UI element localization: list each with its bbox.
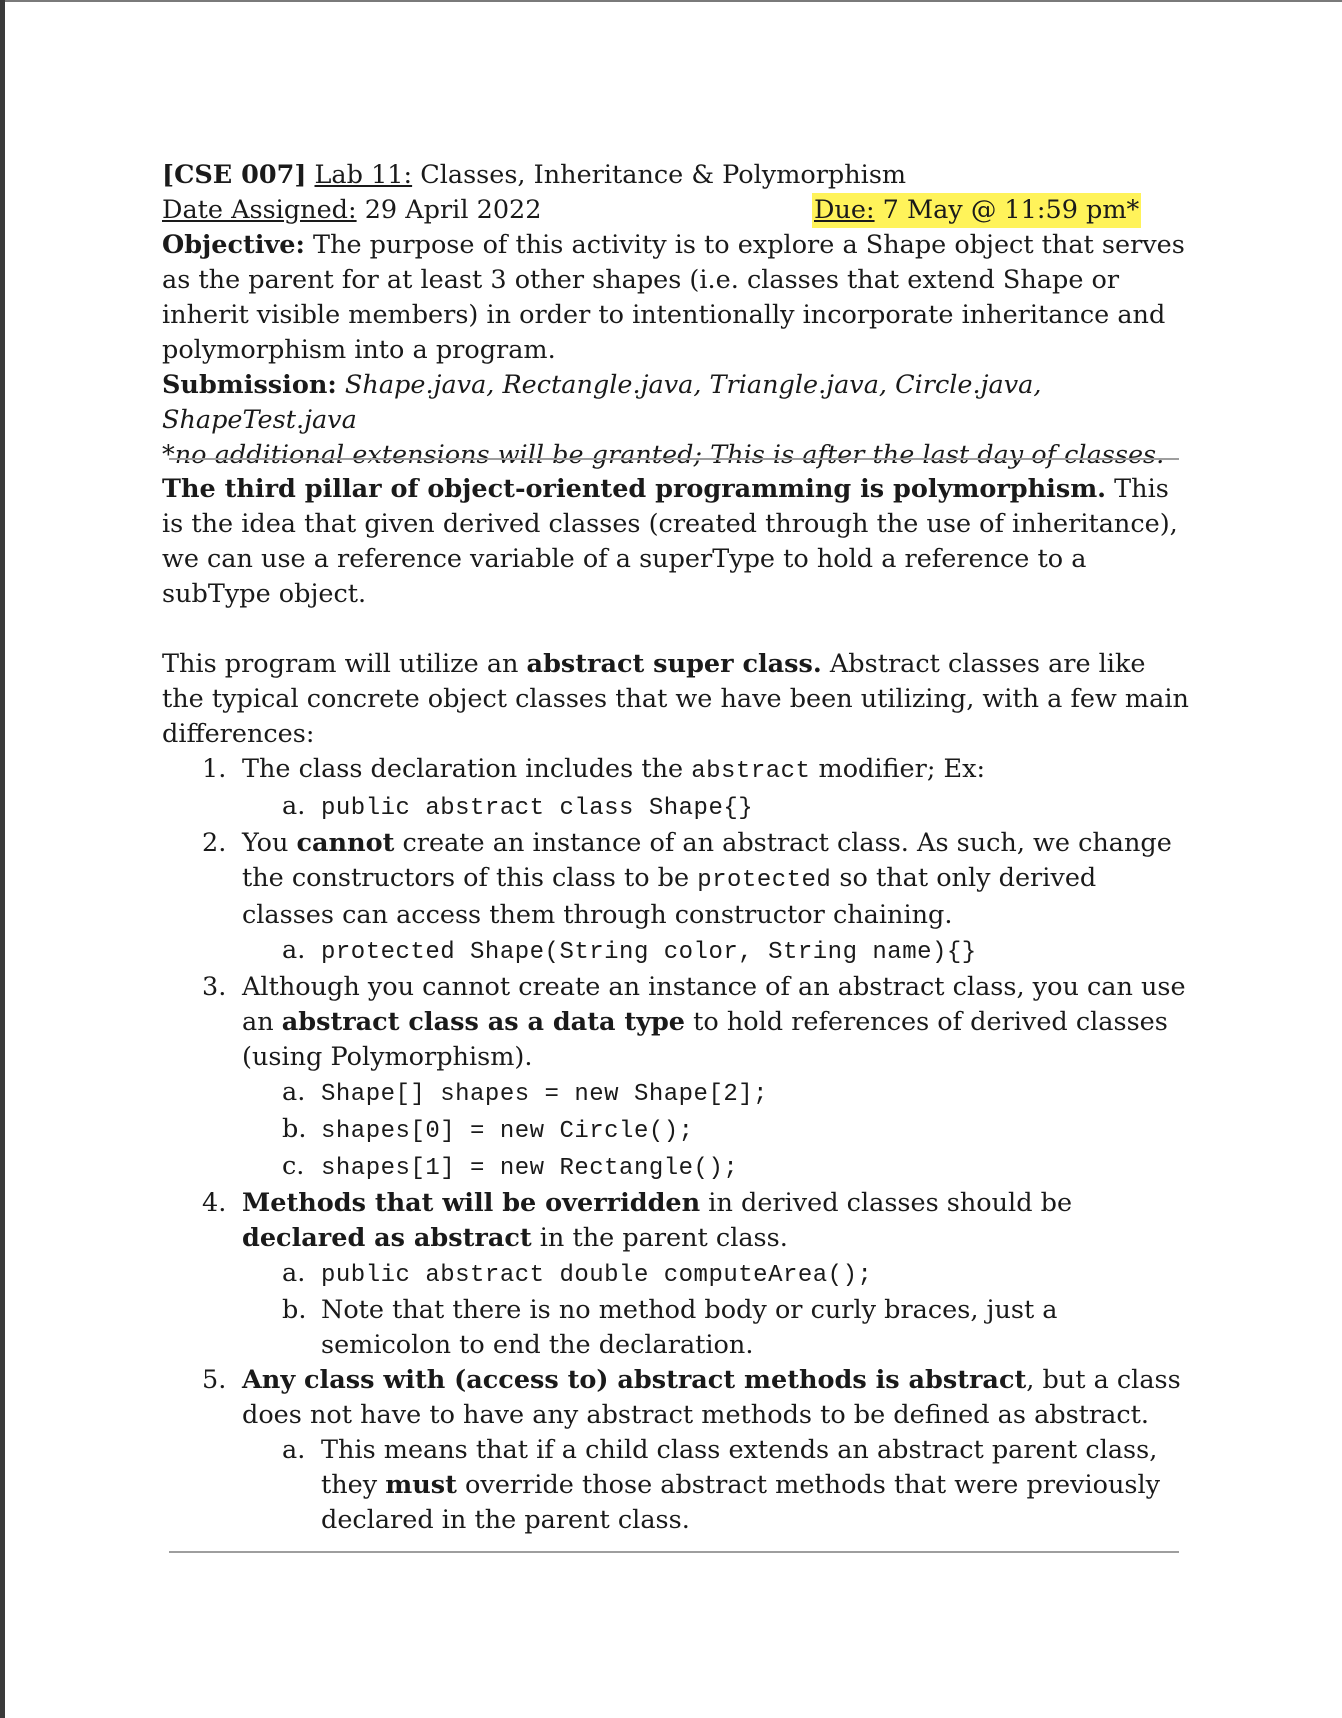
lab-body — [162, 472, 1192, 1538]
sub-text: override those abstract methods that were previously declared in the parent class. — [321, 1470, 1161, 1535]
sub-list — [242, 1075, 1192, 1186]
item-text: modifier; Ex: — [810, 754, 986, 784]
item-bold: must — [385, 1470, 457, 1500]
submission-label: Submission: — [162, 370, 337, 400]
item-text: create an instance of an abstract class. As such, we change the constructors of this class to be — [242, 828, 1172, 893]
sub-item — [242, 1293, 1192, 1363]
item-text: You — [242, 828, 297, 858]
sub-list — [242, 933, 1192, 970]
polymorphism-lead: The third pillar of object-oriented programming is polymorphism. — [162, 474, 1107, 504]
objective-label: Objective: — [162, 230, 305, 260]
list-number: 3. — [202, 972, 227, 1002]
code-abstract: abstract — [691, 758, 811, 785]
date-assigned-value: 29 April 2022 — [356, 195, 542, 225]
sub-item — [242, 789, 1192, 826]
sub-item — [242, 1256, 1192, 1293]
lab-title: Classes, Inheritance & Polymorphism — [412, 160, 907, 190]
sub-item — [242, 1433, 1192, 1538]
sub-letter: b. — [282, 1295, 307, 1325]
item-text: The class declaration includes the — [242, 754, 692, 784]
page-left-edge — [0, 0, 5, 1718]
sub-item — [242, 1149, 1192, 1186]
lab-label: Lab 11: — [314, 160, 413, 190]
sub-letter: c. — [282, 1151, 305, 1181]
sub-letter: a. — [282, 935, 306, 965]
code-example: public abstract double computeArea(); — [321, 1262, 873, 1289]
sub-letter: a. — [282, 1258, 306, 1288]
code-example: Shape[] shapes = new Shape[2]; — [321, 1081, 769, 1108]
list-number: 5. — [202, 1365, 227, 1395]
code-protected: protected — [697, 867, 832, 894]
sub-letter: a. — [282, 1077, 306, 1107]
item-bold: Any class with (access to) abstract methods is abstract — [242, 1365, 1027, 1395]
abstract-paragraph — [162, 647, 1192, 752]
course-code: [CSE 007] — [162, 160, 307, 190]
list-item — [162, 1186, 1192, 1363]
list-number: 1. — [202, 754, 227, 784]
list-item — [162, 1363, 1192, 1538]
sub-item — [242, 1112, 1192, 1149]
item-bold: abstract class as a data type — [281, 1007, 686, 1037]
sub-list — [242, 789, 1192, 826]
code-example: shapes[0] = new Circle(); — [321, 1118, 694, 1145]
sub-letter: a. — [282, 791, 306, 821]
sub-list — [242, 1256, 1192, 1363]
sub-letter: a. — [282, 1435, 306, 1465]
item-text: , but a class does not have to have any abstract methods to be defined as abstract. — [242, 1365, 1181, 1430]
objective — [162, 228, 1192, 368]
item-text: in the parent class. — [531, 1223, 788, 1253]
sub-list — [242, 1433, 1192, 1538]
divider-bottom — [169, 1551, 1179, 1553]
differences-list — [162, 752, 1192, 1538]
item-text: to hold references of derived classes (using Polymorphism). — [242, 1007, 1168, 1072]
date-row — [162, 193, 1192, 228]
list-number: 4. — [202, 1188, 227, 1218]
item-text: in derived classes should be — [700, 1188, 1073, 1218]
assignment-header — [162, 158, 1192, 473]
abstract-paragraph-text-b: Abstract classes are like the typical concrete object classes that we have been utilizing, with a few main differences: — [162, 649, 1189, 749]
polymorphism-text: This is the idea that given derived classes (created through the use of inheritance), we can use a reference variable of a superType to hold a reference to a subType object. — [162, 474, 1178, 609]
code-example: shapes[1] = new Rectangle(); — [321, 1155, 739, 1182]
title-line — [162, 158, 1192, 193]
sub-text: This means that if a child class extends an abstract parent class, they — [321, 1435, 1158, 1500]
item-bold: declared as abstract — [242, 1223, 532, 1253]
objective-text: The purpose of this activity is to explore a Shape object that serves as the parent for at least 3 other shapes (i.e. classes that extend Shape or inherit visible members) in order to intentionally incorporate inheritance and polymorphism into a program. — [162, 230, 1185, 365]
abstract-super-class: abstract super class. — [526, 649, 822, 679]
sub-text: Note that there is no method body or curly braces, just a semicolon to end the declaration. — [321, 1295, 1058, 1360]
divider-top — [169, 458, 1179, 460]
due-label: Due: — [814, 195, 875, 225]
submission-files: Shape.java, Rectangle.java, Triangle.java, Circle.java, ShapeTest.java — [162, 370, 1042, 435]
submission — [162, 368, 1192, 438]
sub-item — [242, 933, 1192, 970]
code-example: public abstract class Shape{} — [321, 795, 754, 822]
due-value: 7 May @ 11:59 pm* — [874, 195, 1140, 225]
polymorphism-paragraph — [162, 472, 1192, 612]
list-number: 2. — [202, 828, 227, 858]
due-date-highlight — [812, 193, 1141, 228]
item-text: Although you cannot create an instance of an abstract class, you can use an — [242, 972, 1186, 1037]
item-bold: cannot — [296, 828, 395, 858]
sub-item — [242, 1075, 1192, 1112]
code-example: protected Shape(String color, String name){} — [321, 939, 977, 966]
list-item — [162, 752, 1192, 826]
sub-letter: b. — [282, 1114, 307, 1144]
page-top-edge — [0, 0, 1342, 2]
date-assigned — [162, 195, 542, 225]
list-item — [162, 826, 1192, 970]
abstract-paragraph-text-a: This program will utilize an — [162, 649, 527, 679]
extension-note: *no additional extensions will be granted; This is after the last day of classes. — [162, 440, 1165, 470]
date-assigned-label: Date Assigned: — [162, 195, 357, 225]
list-item — [162, 970, 1192, 1186]
item-bold: Methods that will be overridden — [242, 1188, 701, 1218]
item-text: so that only derived classes can access them through constructor chaining. — [242, 863, 1097, 930]
